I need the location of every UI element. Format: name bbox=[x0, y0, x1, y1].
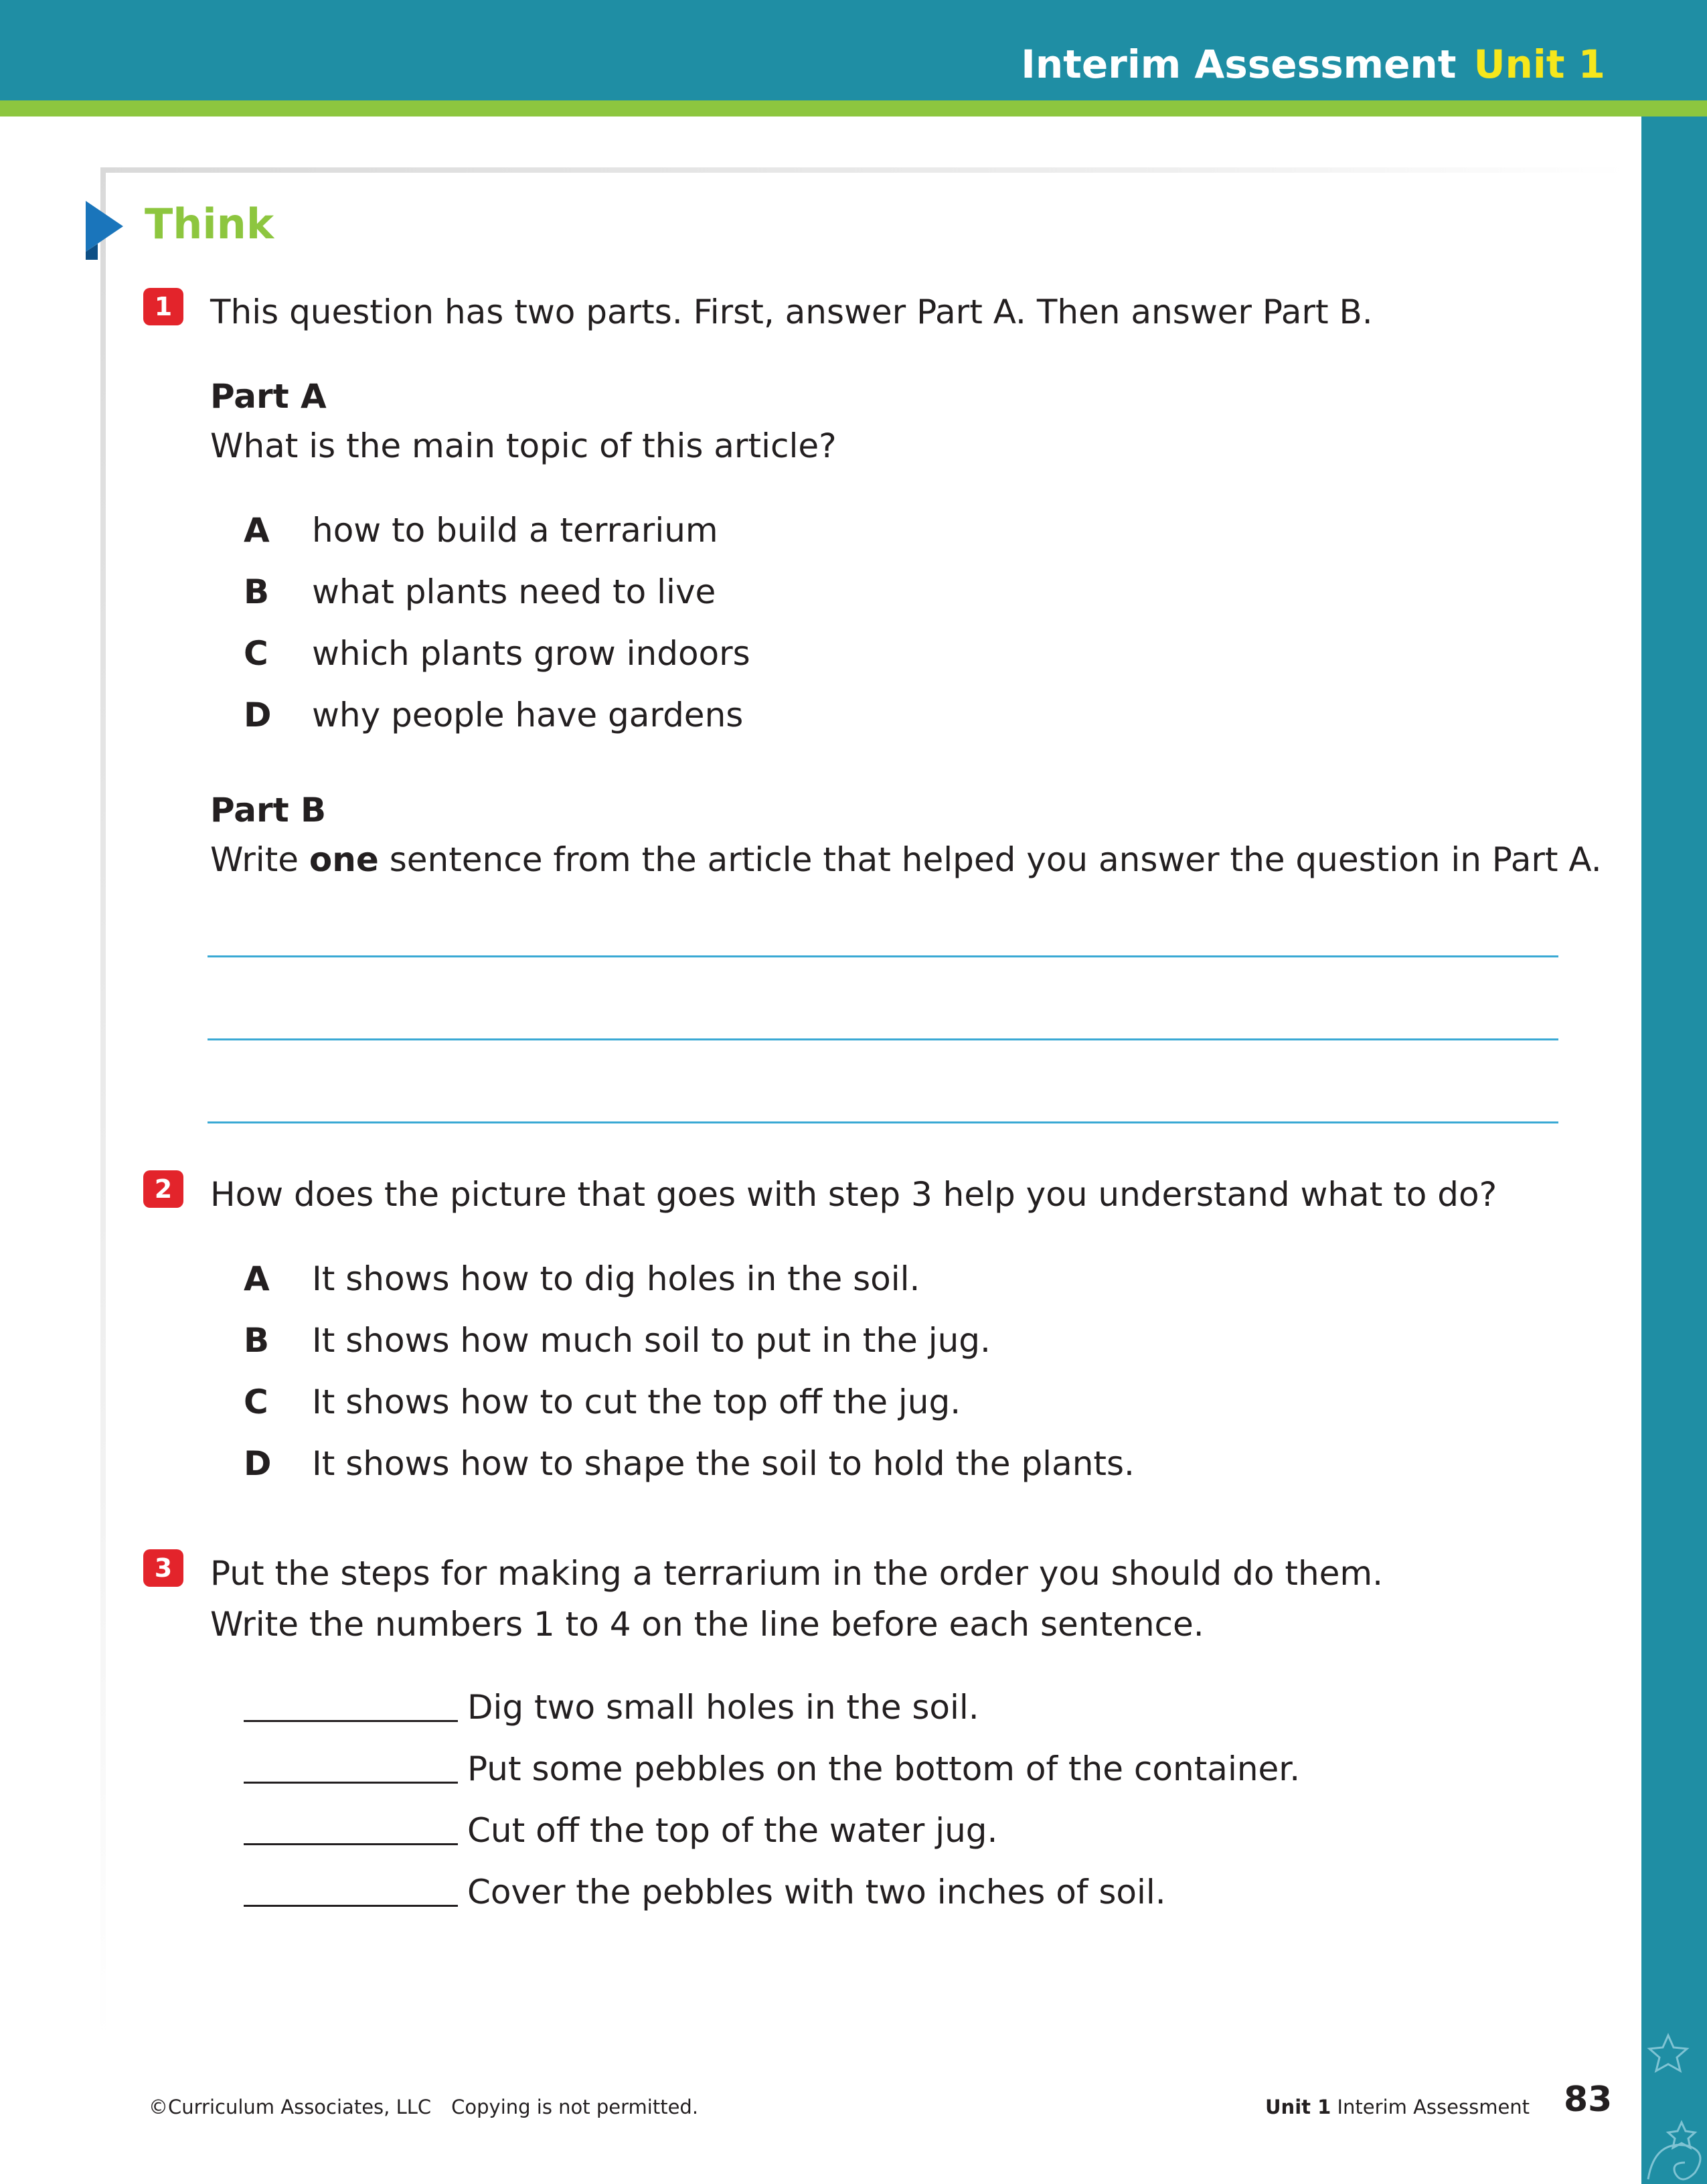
part-b-suffix: sentence from the article that helped you answer the question in Part A. bbox=[389, 840, 1602, 879]
question-3-badge: 3 bbox=[143, 1549, 183, 1587]
step-4-text: Cover the pebbles with two inches of soil. bbox=[467, 1873, 1166, 1912]
step-2-blank[interactable] bbox=[244, 1782, 458, 1784]
question-3-prompt-line2: Write the numbers 1 to 4 on the line before each sentence. bbox=[210, 1605, 1204, 1644]
part-b-emphasis: one bbox=[309, 840, 379, 879]
footer-section: Interim Assessment bbox=[1337, 2096, 1530, 2118]
question-2-badge: 2 bbox=[143, 1170, 183, 1208]
panel-left-border bbox=[100, 167, 106, 2042]
part-b-instruction bbox=[210, 840, 1602, 880]
q1-choice-b-text[interactable]: what plants need to live bbox=[312, 572, 716, 611]
question-1-prompt: This question has two parts. First, answer Part A. Then answer Part B. bbox=[210, 293, 1373, 331]
panel-top-border bbox=[100, 167, 1627, 173]
q2-choice-c-letter[interactable]: C bbox=[244, 1383, 268, 1421]
part-b-label: Part B bbox=[210, 791, 327, 830]
step-1-blank[interactable] bbox=[244, 1720, 458, 1722]
q2-choice-c-text[interactable]: It shows how to cut the top off the jug. bbox=[312, 1383, 961, 1421]
part-a-label: Part A bbox=[210, 377, 327, 416]
part-b-prefix: Write bbox=[210, 840, 299, 879]
header-stripe bbox=[0, 100, 1707, 116]
q2-choice-d-text[interactable]: It shows how to shape the soil to hold the plants. bbox=[312, 1444, 1135, 1483]
part-a-question: What is the main topic of this article? bbox=[210, 426, 837, 465]
q1-choice-b-letter[interactable]: B bbox=[244, 572, 270, 611]
q1-choice-a-text[interactable]: how to build a terrarium bbox=[312, 511, 718, 550]
q1-choice-c-text[interactable]: which plants grow indoors bbox=[312, 634, 750, 673]
q2-choice-b-letter[interactable]: B bbox=[244, 1321, 270, 1360]
step-3-blank[interactable] bbox=[244, 1843, 458, 1845]
step-1-text: Dig two small holes in the soil. bbox=[467, 1688, 979, 1727]
answer-line-1[interactable] bbox=[208, 955, 1558, 957]
q2-choice-b-text[interactable]: It shows how much soil to put in the jug. bbox=[312, 1321, 991, 1360]
q1-choice-c-letter[interactable]: C bbox=[244, 634, 268, 673]
question-1-badge: 1 bbox=[143, 288, 183, 325]
footer-unit: Unit 1 bbox=[1265, 2096, 1331, 2118]
answer-line-3[interactable] bbox=[208, 1121, 1558, 1123]
footer-left bbox=[149, 2096, 698, 2118]
header-title-text: Interim Assessment bbox=[1021, 42, 1457, 87]
answer-line-2[interactable] bbox=[208, 1038, 1558, 1040]
star-swirl-decoration bbox=[1641, 2022, 1707, 2184]
q1-choice-d-letter[interactable]: D bbox=[244, 696, 272, 734]
q2-choice-a-text[interactable]: It shows how to dig holes in the soil. bbox=[312, 1259, 920, 1298]
footer-copyright: ©Curriculum Associates, LLC bbox=[149, 2096, 432, 2118]
step-4-blank[interactable] bbox=[244, 1905, 458, 1907]
header-title bbox=[1021, 42, 1605, 87]
footer-right bbox=[1265, 2096, 1530, 2118]
side-band bbox=[1641, 116, 1707, 2184]
step-2-text: Put some pebbles on the bottom of the container. bbox=[467, 1749, 1301, 1788]
section-title: Think bbox=[145, 200, 274, 248]
page-number: 83 bbox=[1564, 2080, 1613, 2120]
footer-notice: Copying is not permitted. bbox=[451, 2096, 699, 2118]
q1-choice-a-letter[interactable]: A bbox=[244, 511, 270, 550]
think-arrow-icon bbox=[86, 201, 126, 260]
question-2-prompt: How does the picture that goes with step 3 help you understand what to do? bbox=[210, 1175, 1497, 1214]
question-3-prompt-line1: Put the steps for making a terrarium in the order you should do them. bbox=[210, 1554, 1384, 1593]
q2-choice-a-letter[interactable]: A bbox=[244, 1259, 270, 1298]
header-unit: Unit 1 bbox=[1473, 42, 1605, 87]
q1-choice-d-text[interactable]: why people have gardens bbox=[312, 696, 744, 734]
step-3-text: Cut off the top of the water jug. bbox=[467, 1811, 998, 1850]
q2-choice-d-letter[interactable]: D bbox=[244, 1444, 272, 1483]
